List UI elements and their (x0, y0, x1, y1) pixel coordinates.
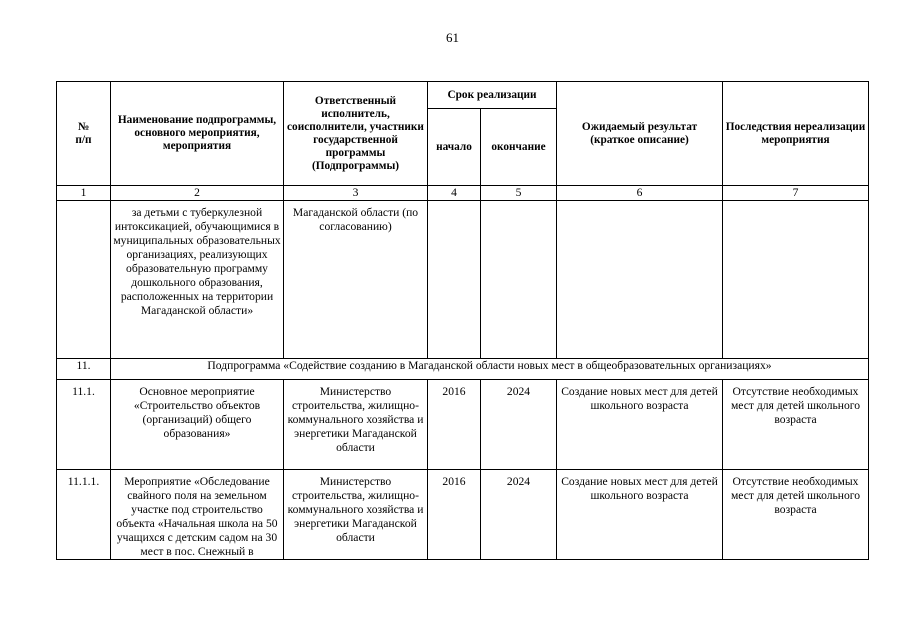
column-number: 1 (57, 186, 111, 201)
page-number: 61 (446, 30, 459, 45)
row-end: 2024 (481, 470, 557, 560)
column-number: 3 (284, 186, 428, 201)
header-number: № п/п (57, 82, 111, 186)
subprogram-title: Подпрограмма «Содействие созданию в Магаданской области новых мест в общеобразовательных организациях» (111, 359, 869, 380)
row-result: Создание новых мест для детей школьного возраста (557, 380, 723, 470)
row-number: 11.1. (57, 380, 111, 470)
header-consequence: Последствия нереализации мероприятия (723, 82, 869, 186)
column-number: 5 (481, 186, 557, 201)
program-table (56, 81, 869, 560)
row-executor: Министерство строительства, жилищно-коммунального хозяйства и энергетики Магаданской области (284, 470, 428, 560)
header-end: окончание (481, 109, 557, 186)
column-number: 7 (723, 186, 869, 201)
subprogram-row (57, 359, 869, 380)
column-number: 2 (111, 186, 284, 201)
header-executor: Ответственный исполнитель, соисполнители, участники государственной программы (Подпрограммы) (284, 82, 428, 186)
header-name: Наименование подпрограммы, основного мероприятия, мероприятия (111, 82, 284, 186)
row-start: 2016 (428, 380, 481, 470)
header-term: Срок реализации (428, 82, 557, 109)
row-start (428, 201, 481, 359)
column-number-row (57, 186, 869, 201)
row-result (557, 201, 723, 359)
row-consequence: Отсутствие необходимых мест для детей школьного возраста (723, 470, 869, 560)
row-consequence (723, 201, 869, 359)
row-name: за детьми с туберкулезной интоксикацией, обучающимися в муниципальных образовательных организациях, реализующих образовательную программу дошкольного образования, расположенных на территории Магаданской области» (111, 201, 284, 359)
row-end: 2024 (481, 380, 557, 470)
row-executor: Магаданской области (по согласованию) (284, 201, 428, 359)
row-number: 11.1.1. (57, 470, 111, 560)
row-result: Создание новых мест для детей школьного возраста (557, 470, 723, 560)
row-start: 2016 (428, 470, 481, 560)
table-row (57, 380, 869, 470)
column-number: 4 (428, 186, 481, 201)
row-number (57, 201, 111, 359)
row-name: Основное мероприятие «Строительство объектов (организаций) общего образования» (111, 380, 284, 470)
row-end (481, 201, 557, 359)
table-row (57, 470, 869, 560)
column-number: 6 (557, 186, 723, 201)
row-executor: Министерство строительства, жилищно-коммунального хозяйства и энергетики Магаданской области (284, 380, 428, 470)
row-name: Мероприятие «Обследование свайного поля на земельном участке под строительство объекта «Начальная школа на 50 учащихся с детским садом на 30 мест в пос. Снежный в (111, 470, 284, 560)
table-row (57, 201, 869, 359)
subprogram-number: 11. (57, 359, 111, 380)
header-start: начало (428, 109, 481, 186)
header-result: Ожидаемый результат (краткое описание) (557, 82, 723, 186)
row-consequence: Отсутствие необходимых мест для детей школьного возраста (723, 380, 869, 470)
